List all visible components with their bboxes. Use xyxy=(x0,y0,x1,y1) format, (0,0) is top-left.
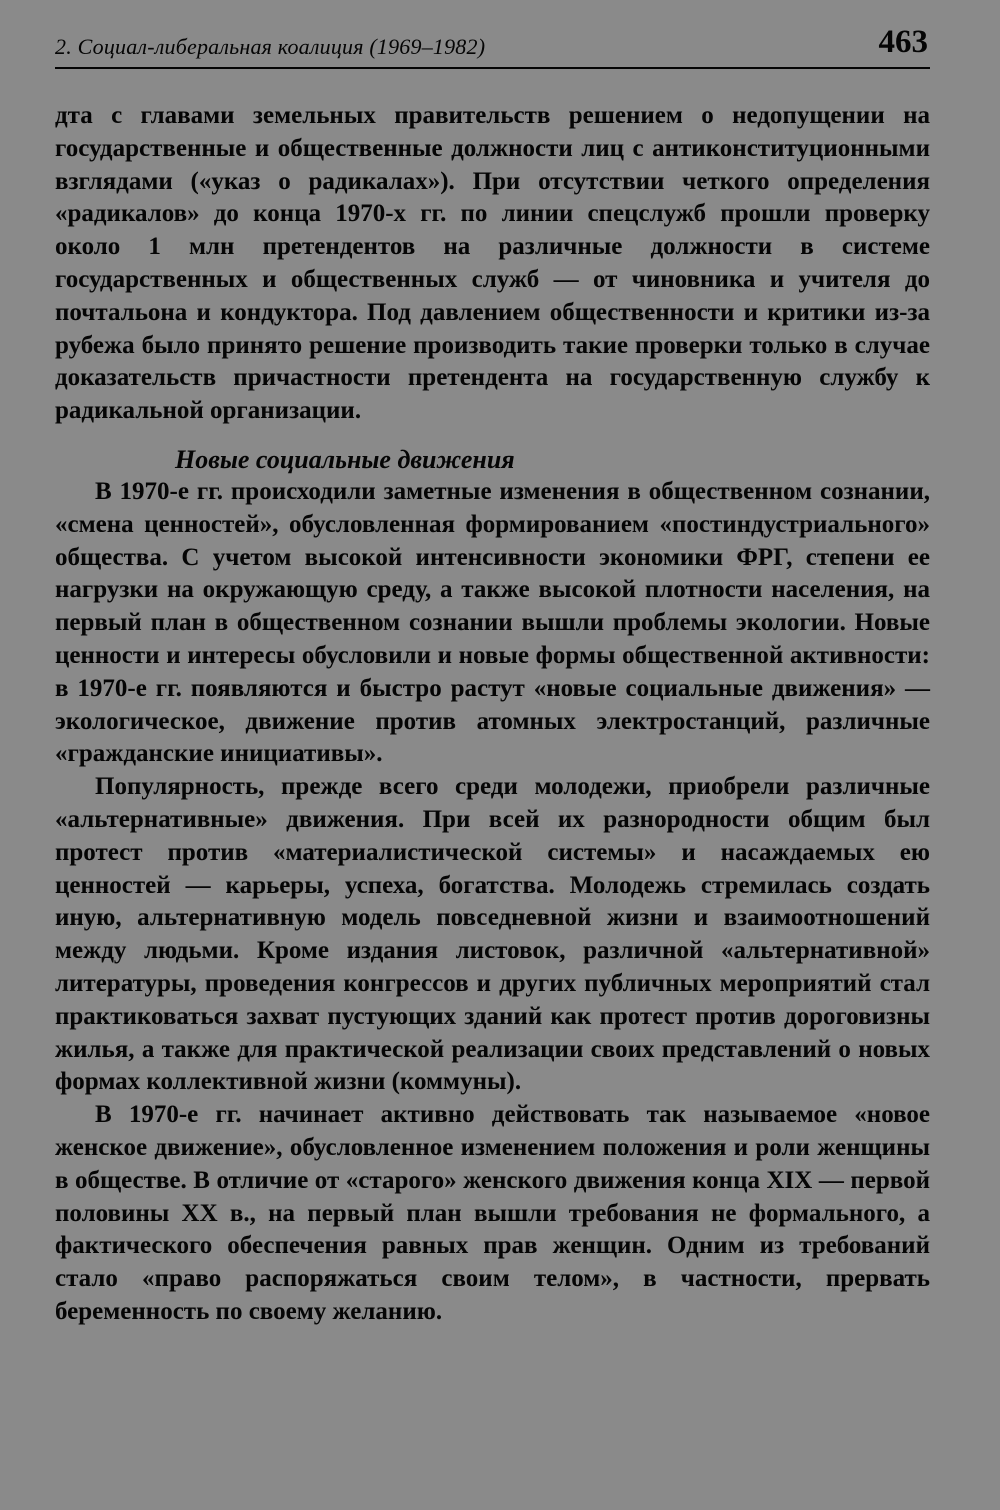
running-title: 2. Социал-либеральная коалиция (1969–1982) xyxy=(55,34,486,59)
paragraph: В 1970-е гг. начинает активно действовать так называемое «новое женское движение», обусловленное изменением положения и роли женщины в обществе. В отличие от «старого» женского движения конца XIX — первой половины XX в., на первый план вышли требования не формального, а фактического обеспечения равных прав женщин. Одним из требований стало «право распоряжаться своим телом», в частности, прервать беременность по своему желанию. xyxy=(55,1101,930,1325)
header-rule xyxy=(55,67,930,69)
paragraph: Популярность, прежде всего среди молодежи, приобрели различные «альтернативные» движения. При всей их разнородности общим был протест против «материалистической системы» и насаждаемых ею ценностей — карьеры, успеха, богатства. Молодежь стремилась создать иную, альтернативную модель повседневной жизни и взаимоотношений между людьми. Кроме издания листовок, различной «альтернативной» литературы, проведения конгрессов и других публичных мероприятий стал практиковаться захват пустующих зданий как протест против дороговизны жилья, а также для практической реализации своих представлений о новых формах коллективной жизни (коммуны). xyxy=(55,773,930,1096)
running-head xyxy=(55,0,930,70)
section-heading: Новые социальные движения xyxy=(175,444,515,474)
paragraph: В 1970-е гг. происходили заметные изменения в общественном сознании, «смена ценностей», обусловленная формированием «постиндустриального» общества. С учетом высокой интенсивности экономики ФРГ, степени ее нагрузки на окружающую среду, а также высокой плотности населения, на первый план в общественном сознании вышли проблемы экологии. Новые ценности и интересы обусловили и новые формы общественной активности: в 1970-е гг. появляются и быстро растут «новые социальные движения» — экологическое, движение против атомных электростанций, различные «гражданские инициативы». xyxy=(55,477,930,768)
page-body xyxy=(55,100,930,1329)
paragraph-continuation: дта с главами земельных правительств решением о недопущении на государственные и общественные должности лиц с антиконституционными взглядами («указ о радикалах»). При отсутствии четкого определения «радикалов» до конца 1970-х гг. по линии спецслужб прошли проверку около 1 млн претендентов на различные должности в системе государственных и общественных служб — от чиновника и учителя до почтальона и кондуктора. Под давлением общественности и критики из-за рубежа было принято решение производить такие проверки только в случае доказательств причастности претендента на государственную службу к радикальной организации. xyxy=(55,102,930,425)
page-number: 463 xyxy=(878,24,928,60)
